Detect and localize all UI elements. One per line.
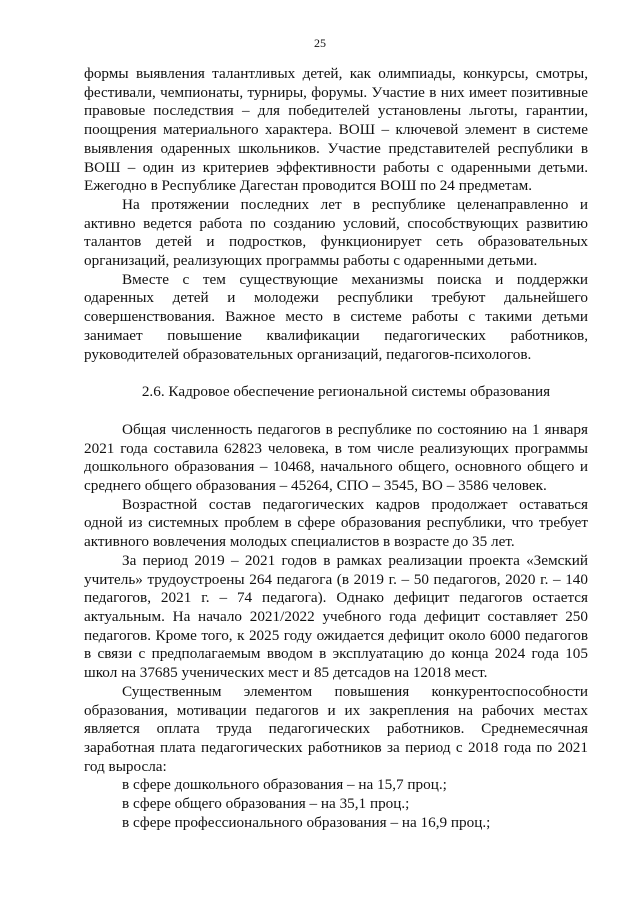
page-number: 25: [314, 36, 326, 50]
list-item-professional: в сфере профессионального образования – на 16,9 проц.;: [122, 813, 491, 831]
list-item-preschool: в сфере дошкольного образования – на 15,7 проц.;: [122, 776, 447, 794]
page-content: [84, 65, 588, 832]
paragraph-improvement: Вместе с тем существующие механизмы поиска и поддержки одаренных детей и молодежи республики требуют дальнейшего совершенствования. Важное место в системе работы с такими детьми занимает повышение квалификации педагогических работников, руководителей образовательных организаций, педагогов-психологов.: [84, 270, 588, 363]
list-item-general: в сфере общего образования – на 35,1 проц.;: [122, 795, 410, 813]
section-heading: 2.6. Кадровое обеспечение региональной системы образования: [141, 383, 551, 401]
paragraph-talent-work: На протяжении последних лет в республике целенаправленно и активно ведется работа по созданию условий, способствующих развитию талантов детей и подростков, функционирует сеть образовательных организаций, реализующих программы работы с одаренными детьми.: [84, 195, 588, 270]
paragraph-zemsky-teacher: За период 2019 – 2021 годов в рамках реализации проекта «Земский учитель» трудоустроены 264 педагога (в 2019 г. – 50 педагогов, 2020 г. – 140 педагогов, 2021 г. – 74 педагога). Однако дефицит педагогов остается актуальным. На начало 2021/2022 учебного года дефицит составляет 250 педагогов. Кроме того, к 2025 году ожидается дефицит около 6000 педагогов в связи с предполагаемым вводом в эксплуатацию до конца 2024 года 105 школ на 37685 ученических мест и 85 детсадов на 12018 мест.: [84, 551, 588, 682]
paragraph-age-structure: Возрастной состав педагогических кадров продолжает оставаться одной из системных проблем в сфере образования республики, что требует активного вовлечения молодых специалистов в возрасте до 35 лет.: [84, 495, 588, 551]
paragraph-talent-forms: формы выявления талантливых детей, как олимпиады, конкурсы, смотры, фестивали, чемпионаты, турниры, форумы. Участие в них имеет позитивные правовые последствия – для победителей установлены льготы, гарантии, поощрения материального характера. ВОШ – ключевой элемент в системе выявления одаренных школьников. Участие представителей республики в ВОШ – один из критериев эффективности работы с одаренными детьми. Ежегодно в Республике Дагестан проводится ВОШ по 24 предметам.: [84, 65, 588, 195]
paragraph-salary: Существенным элементом повышения конкурентоспособности образования, мотивации педагогов и их закрепления на рабочих местах является оплата труда педагогических работников. Среднемесячная заработная плата педагогических работников за период с 2018 года по 2021 год выросла:: [84, 682, 588, 775]
paragraph-teacher-count: Общая численность педагогов в республике по состоянию на 1 января 2021 года составила 62823 человека, в том числе реализующих программы дошкольного образования – 10468, начального общего, основного общего и среднего общего образования – 45264, СПО – 3545, ВО – 3586 человек.: [84, 420, 588, 495]
